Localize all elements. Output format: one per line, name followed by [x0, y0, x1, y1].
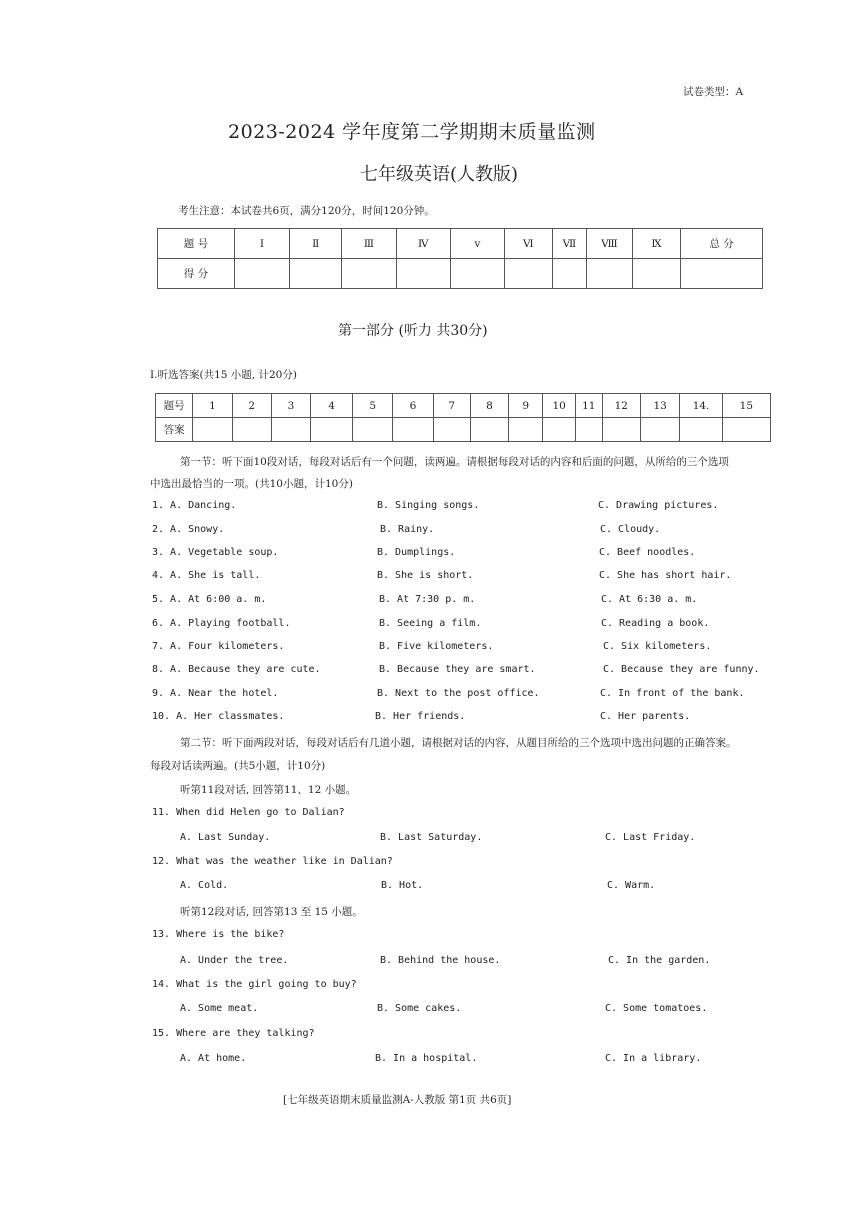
answer-entry-cell[interactable] [543, 418, 576, 442]
score-entry-cell[interactable] [290, 259, 342, 289]
answer-number-cell: 11 [575, 394, 602, 418]
q11-option-c: C. Last Friday. [605, 832, 696, 843]
answer-entry-cell[interactable] [271, 418, 310, 442]
score-header-cell: Ⅷ [587, 229, 633, 259]
score-entry-cell[interactable] [552, 259, 587, 289]
q5-option-b: B. At 7:30 p. m. [379, 594, 476, 605]
answer-number-cell: 13 [640, 394, 679, 418]
q2-option-a: 2. A. Snowy. [152, 524, 225, 535]
page-footer: [七年级英语期末质量监测A-人教版 第1页 共6页] [283, 1094, 512, 1106]
q3-option-a: 3. A. Vegetable soup. [152, 547, 279, 558]
score-header-cell: Ⅵ [505, 229, 552, 259]
q15-question: 15. Where are they talking? [152, 1028, 315, 1039]
q1-option-b: B. Singing songs. [377, 500, 480, 511]
q6-option-a: 6. A. Playing football. [152, 618, 291, 629]
q14-option-c: C. Some tomatoes. [605, 1003, 708, 1014]
answer-entry-cell[interactable] [602, 418, 640, 442]
q4-option-a: 4. A. She is tall. [152, 570, 261, 581]
score-header-cell: Ⅳ [396, 229, 450, 259]
part1-instructions: 第一节：听下面10段对话，每段对话后有一个问题，读两遍。请根据每段对话的内容和后面的问题，从所给的三个选项 [180, 456, 729, 468]
answer-number-cell: 9 [509, 394, 543, 418]
answer-row-label: 题号 [156, 394, 193, 418]
answer-entry-cell[interactable] [393, 418, 433, 442]
score-entry-cell[interactable] [632, 259, 680, 289]
answer-entry-cell[interactable] [640, 418, 679, 442]
q11-option-a: A. Last Sunday. [180, 832, 271, 843]
q1-option-a: 1. A. Dancing. [152, 500, 237, 511]
score-header-cell: Ⅸ [632, 229, 680, 259]
q5-option-a: 5. A. At 6:00 a. m. [152, 594, 267, 605]
q14-option-a: A. Some meat. [180, 1003, 259, 1014]
q10-option-c: C. Her parents. [600, 711, 691, 722]
score-entry-cell[interactable] [396, 259, 450, 289]
paper-type: 试卷类型：A [683, 86, 744, 98]
q6-option-b: B. Seeing a film. [379, 618, 482, 629]
answer-entry-cell[interactable] [509, 418, 543, 442]
answer-row-label: 答案 [156, 418, 193, 442]
score-entry-cell[interactable] [681, 259, 763, 289]
q15-option-b: B. In a hospital. [375, 1053, 478, 1064]
q4-option-b: B. She is short. [377, 570, 474, 581]
q14-question: 14. What is the girl going to buy? [152, 979, 357, 990]
score-row-label: 得 分 [158, 259, 235, 289]
answer-number-cell: 12 [602, 394, 640, 418]
answer-entry-cell[interactable] [353, 418, 393, 442]
q6-option-c: C. Reading a book. [601, 618, 710, 629]
answer-number-cell: 7 [433, 394, 470, 418]
answer-entry-cell[interactable] [232, 418, 271, 442]
q13-option-b: B. Behind the house. [380, 955, 501, 966]
exam-subtitle: 七年级英语(人教版) [360, 164, 519, 185]
score-header-cell: Ⅰ [234, 229, 289, 259]
answer-entry-cell[interactable] [311, 418, 353, 442]
q11-option-b: B. Last Saturday. [380, 832, 483, 843]
q12-question: 12. What was the weather like in Dalian? [152, 856, 393, 867]
q12-option-a: A. Cold. [180, 880, 229, 891]
answer-entry-cell[interactable] [680, 418, 722, 442]
q1-option-c: C. Drawing pictures. [598, 500, 719, 511]
part-title: 第一部分 (听力 共30分) [338, 323, 488, 339]
dialog-11-intro: 听第11段对话, 回答第11、12 小题。 [180, 784, 357, 796]
q8-option-a: 8. A. Because they are cute. [152, 664, 321, 675]
q10-option-b: B. Her friends. [375, 711, 466, 722]
answer-number-cell: 14. [680, 394, 722, 418]
q9-option-b: B. Next to the post office. [377, 688, 540, 699]
q2-option-b: B. Rainy. [380, 524, 435, 535]
score-header-cell: 题 号 [158, 229, 235, 259]
exam-title: 2023-2024 学年度第二学期期末质量监测 [228, 121, 596, 143]
score-entry-cell[interactable] [450, 259, 504, 289]
q12-option-b: B. Hot. [381, 880, 424, 891]
score-header-cell: Ⅶ [552, 229, 587, 259]
answer-number-cell: 2 [232, 394, 271, 418]
q4-option-c: C. She has short hair. [599, 570, 732, 581]
q7-option-a: 7. A. Four kilometers. [152, 641, 285, 652]
part2-instructions: 第二节：听下面两段对话，每段对话后有几道小题，请根据对话的内容，从题目所给的三个选项中选出问题的正确答案。 [180, 737, 737, 749]
answer-number-cell: 3 [271, 394, 310, 418]
q11-question: 11. When did Helen go to Dalian? [152, 807, 345, 818]
answer-entry-cell[interactable] [470, 418, 508, 442]
q13-option-c: C. In the garden. [608, 955, 711, 966]
q13-option-a: A. Under the tree. [180, 955, 289, 966]
answer-entry-cell[interactable] [193, 418, 232, 442]
answer-table [155, 393, 771, 442]
answer-number-cell: 1 [193, 394, 232, 418]
q15-option-a: A. At home. [180, 1053, 247, 1064]
q8-option-b: B. Because they are smart. [379, 664, 536, 675]
section-heading: Ⅰ.听选答案(共15 小题, 计20分) [150, 369, 297, 381]
score-header-cell: 总 分 [681, 229, 763, 259]
q5-option-c: C. At 6:30 a. m. [601, 594, 698, 605]
candidate-notice: 考生注意：本试卷共6页，满分120分，时间120分钟。 [178, 205, 435, 217]
q7-option-c: C. Six kilometers. [603, 641, 712, 652]
score-entry-cell[interactable] [342, 259, 396, 289]
dialog-12-intro: 听第12段对话, 回答第13 至 15 小题。 [180, 906, 363, 918]
score-entry-cell[interactable] [587, 259, 633, 289]
score-entry-cell[interactable] [234, 259, 289, 289]
q10-option-a: 10. A. Her classmates. [152, 711, 285, 722]
answer-number-cell: 8 [470, 394, 508, 418]
score-entry-cell[interactable] [505, 259, 552, 289]
part1-instructions-cont: 中选出最恰当的一项。(共10小题，计10分) [150, 478, 353, 490]
score-header-cell: v [450, 229, 504, 259]
q15-option-c: C. In a library. [605, 1053, 702, 1064]
part2-instructions-cont: 每段对话读两遍。(共5小题，计10分) [150, 760, 326, 772]
q14-option-b: B. Some cakes. [377, 1003, 462, 1014]
q9-option-c: C. In front of the bank. [600, 688, 745, 699]
score-table [157, 228, 763, 289]
q8-option-c: C. Because they are funny. [603, 664, 760, 675]
answer-entry-cell[interactable] [575, 418, 602, 442]
q12-option-c: C. Warm. [607, 880, 656, 891]
q9-option-a: 9. A. Near the hotel. [152, 688, 279, 699]
answer-number-cell: 10 [543, 394, 576, 418]
q3-option-b: B. Dumplings. [377, 547, 456, 558]
answer-number-cell: 15 [722, 394, 770, 418]
answer-number-cell: 6 [393, 394, 433, 418]
answer-number-cell: 5 [353, 394, 393, 418]
score-header-cell: Ⅱ [290, 229, 342, 259]
q7-option-b: B. Five kilometers. [379, 641, 494, 652]
score-header-cell: Ⅲ [342, 229, 396, 259]
answer-number-cell: 4 [311, 394, 353, 418]
q2-option-c: C. Cloudy. [600, 524, 661, 535]
answer-entry-cell[interactable] [722, 418, 770, 442]
answer-entry-cell[interactable] [433, 418, 470, 442]
q3-option-c: C. Beef noodles. [599, 547, 696, 558]
q13-question: 13. Where is the bike? [152, 929, 285, 940]
